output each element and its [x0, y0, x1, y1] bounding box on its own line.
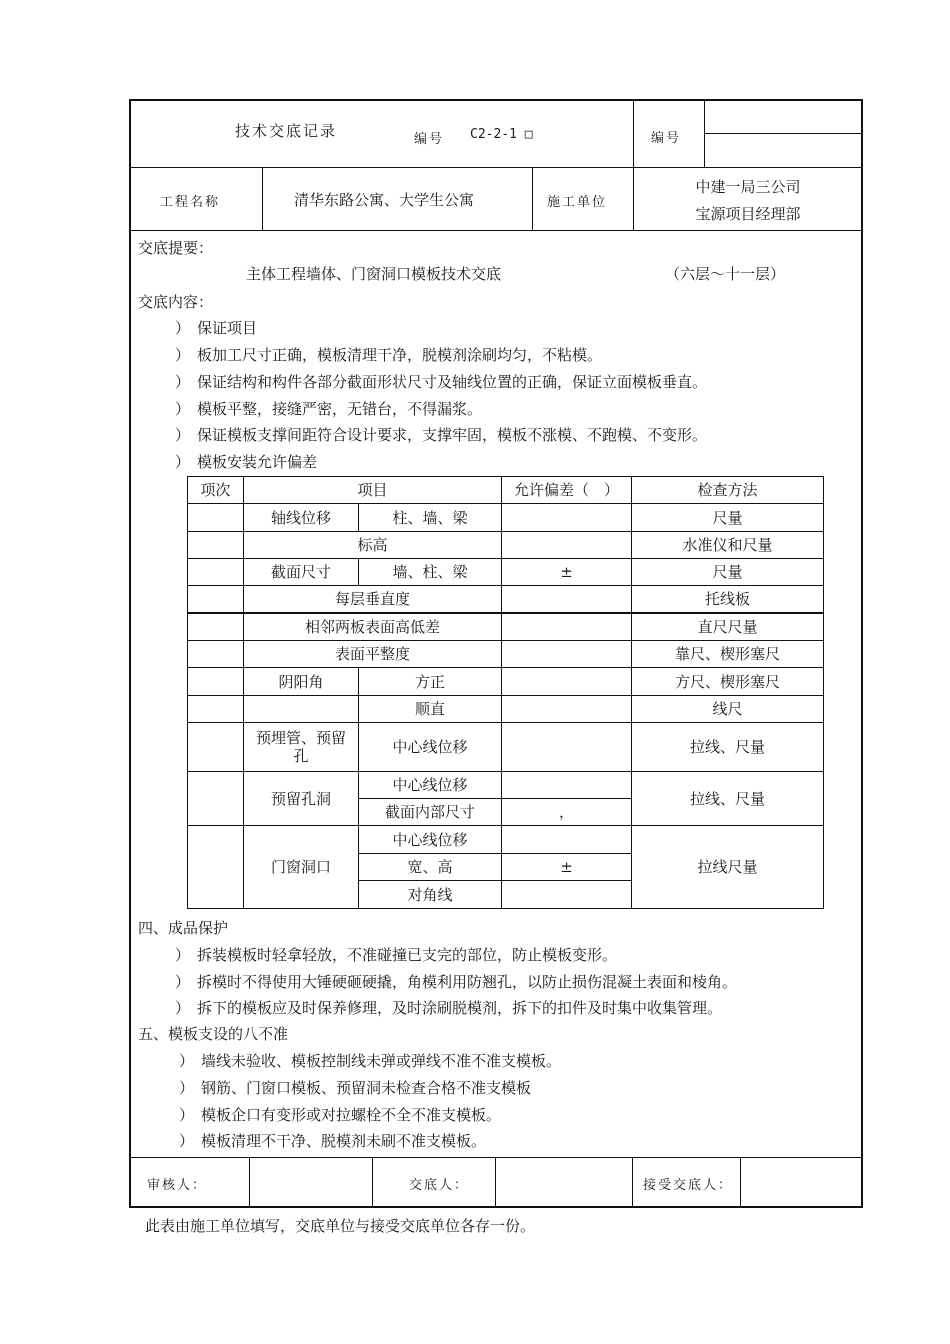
table-row: [188, 723, 824, 772]
table-cell: [188, 772, 244, 826]
summary-floors: （六层～十一层）: [665, 265, 786, 283]
table-cell: ±: [502, 854, 632, 881]
table-cell: [188, 826, 244, 909]
table-cell: [502, 504, 632, 532]
list-item: ） 板加工尺寸正确，模板清理干净，脱模剂涂刷均匀，不粘模。: [175, 346, 603, 364]
divider: [129, 230, 863, 231]
summary-label: 交底提要：: [138, 239, 214, 257]
divider: [632, 1157, 633, 1208]
list-item: ） 模板企口有变形或对拉螺栓不全不准支模板。: [179, 1106, 502, 1124]
table-row: [188, 532, 824, 559]
list-item: ） 钢筋、门窗口模板、预留洞未检查合格不准支模板: [179, 1079, 532, 1097]
table-cell: [502, 826, 632, 854]
table-row: [188, 772, 824, 799]
footer-note: 此表由施工单位填写，交底单位与接受交底单位各存一份。: [145, 1217, 536, 1235]
divider: [262, 168, 263, 230]
table-cell: 每层垂直度: [244, 586, 502, 613]
receiver-label: 接受交底人：: [643, 1178, 734, 1193]
reviewer-label: 审核人：: [147, 1178, 208, 1193]
project-value: 清华东路公寓、大学生公寓: [294, 191, 475, 209]
divider: [129, 167, 863, 168]
table-cell: [502, 881, 632, 909]
table-cell: 方正: [359, 668, 502, 696]
table-cell: [502, 723, 632, 772]
table-cell: 中心线位移: [359, 772, 502, 799]
table-cell: 截面内部尺寸: [359, 799, 502, 826]
table-cell: 顺直: [359, 696, 502, 723]
divider: [495, 1157, 496, 1208]
table-cell: [188, 532, 244, 559]
list-item: ） 模板安装允许偏差: [175, 453, 318, 471]
table-row: [188, 668, 824, 696]
table-cell: [502, 586, 632, 613]
table-cell: 阴阳角: [244, 668, 359, 696]
table-cell: 截面尺寸: [244, 559, 359, 586]
table-cell: 靠尺、楔形塞尺: [632, 641, 824, 668]
summary-subject: 主体工程墙体、门窗洞口模板技术交底: [246, 265, 502, 283]
table-cell: ，: [502, 799, 632, 826]
table-row: [188, 586, 824, 613]
table-cell: 轴线位移: [244, 504, 359, 532]
divider: [372, 1157, 373, 1208]
table-cell: 拉线、尺量: [632, 772, 824, 826]
table-cell: [188, 723, 244, 772]
list-item: ） 墙线未验收、模板控制线未弹或弹线不准不准支模板。: [179, 1052, 562, 1070]
divider: [129, 1157, 863, 1158]
divider: [532, 168, 533, 230]
table-cell: [502, 613, 632, 641]
table-cell: [502, 772, 632, 799]
table-cell: ±: [502, 559, 632, 586]
divider: [249, 1157, 250, 1208]
unit-label: 施工单位: [547, 195, 608, 210]
table-header: 项次: [188, 477, 244, 504]
table-cell: [188, 504, 244, 532]
project-label: 工程名称: [160, 195, 221, 210]
table-header: 允许偏差（ ）: [502, 477, 632, 504]
table-cell: [502, 668, 632, 696]
table-row: [188, 826, 824, 854]
table-header-row: [188, 477, 824, 504]
table-row: [188, 504, 824, 532]
list-item: ） 拆下的模板应及时保养修理，及时涂刷脱模剂，拆下的扣件及时集中收集管理。: [175, 999, 723, 1017]
table-cell: [502, 532, 632, 559]
table-cell: 托线板: [632, 586, 824, 613]
unit-line1: 中建一局三公司: [695, 178, 801, 196]
table-row: [188, 559, 824, 586]
list-item: ） 拆装模板时轻拿轻放，不准碰撞已支完的部位，防止模板变形。: [175, 946, 618, 964]
table-cell: 门窗洞口: [244, 826, 359, 909]
table-cell: 预埋管、预留孔: [244, 723, 359, 772]
unit-line2: 宝源项目经理部: [695, 205, 801, 223]
section-title: 四、成品保护: [138, 919, 229, 937]
table-cell: 预留孔洞: [244, 772, 359, 826]
list-item: ） 保证模板支撑间距符合设计要求，支撑牢固，模板不涨模、不跑模、不变形。: [175, 426, 708, 444]
table-cell: 中心线位移: [359, 826, 502, 854]
table-cell: 水准仪和尺量: [632, 532, 824, 559]
number-label: 编号: [651, 131, 682, 146]
table-cell: [188, 613, 244, 641]
section-title: 五、模板支设的八不准: [138, 1025, 289, 1043]
table-cell: [502, 696, 632, 723]
table-cell: 线尺: [632, 696, 824, 723]
list-item: ） 保证结构和构件各部分截面形状尺寸及轴线位置的正确，保证立面模板垂直。: [175, 373, 708, 391]
table-cell: [502, 641, 632, 668]
table-cell: 拉线尺量: [632, 826, 824, 909]
divider: [740, 1157, 741, 1208]
table-cell: [188, 586, 244, 613]
table-cell: [244, 696, 359, 723]
code-value: C2-2-1 □: [470, 127, 533, 142]
table-row: [188, 641, 824, 668]
table-cell: 标高: [244, 532, 502, 559]
code-label: 编号: [414, 132, 445, 147]
table-cell: 表面平整度: [244, 641, 502, 668]
table-header: 项目: [244, 477, 502, 504]
table-cell: 尺量: [632, 504, 824, 532]
content-label: 交底内容：: [138, 293, 214, 311]
table-header: 检查方法: [632, 477, 824, 504]
table-cell: [188, 559, 244, 586]
table-cell: [188, 668, 244, 696]
table-row: [188, 696, 824, 723]
divider: [633, 99, 634, 168]
list-item: ） 模板平整，接缝严密，无错台，不得漏浆。: [175, 400, 483, 418]
table-cell: 拉线、尺量: [632, 723, 824, 772]
table-cell: 方尺、楔形塞尺: [632, 668, 824, 696]
table-cell: 相邻两板表面高低差: [244, 613, 502, 641]
table-cell: [188, 641, 244, 668]
table-cell: 中心线位移: [359, 723, 502, 772]
tolerance-table: [187, 476, 824, 909]
list-item: ） 模板清理不干净、脱模剂未刷不准支模板。: [179, 1132, 487, 1150]
table-cell: 宽、高: [359, 854, 502, 881]
discloser-label: 交底人：: [409, 1178, 470, 1193]
table-row: [188, 613, 824, 641]
form-title: 技术交底记录: [235, 122, 338, 140]
table-cell: 墙、柱、梁: [359, 559, 502, 586]
table-cell: 柱、墙、梁: [359, 504, 502, 532]
table-cell: 对角线: [359, 881, 502, 909]
list-item: ） 保证项目: [175, 319, 258, 337]
divider: [704, 133, 863, 134]
table-cell: 直尺尺量: [632, 613, 824, 641]
list-item: ） 拆模时不得使用大锤硬砸硬撬，角模利用防翘孔，以防止损伤混凝土表面和棱角。: [175, 973, 738, 991]
table-cell: 尺量: [632, 559, 824, 586]
table-cell: [188, 696, 244, 723]
